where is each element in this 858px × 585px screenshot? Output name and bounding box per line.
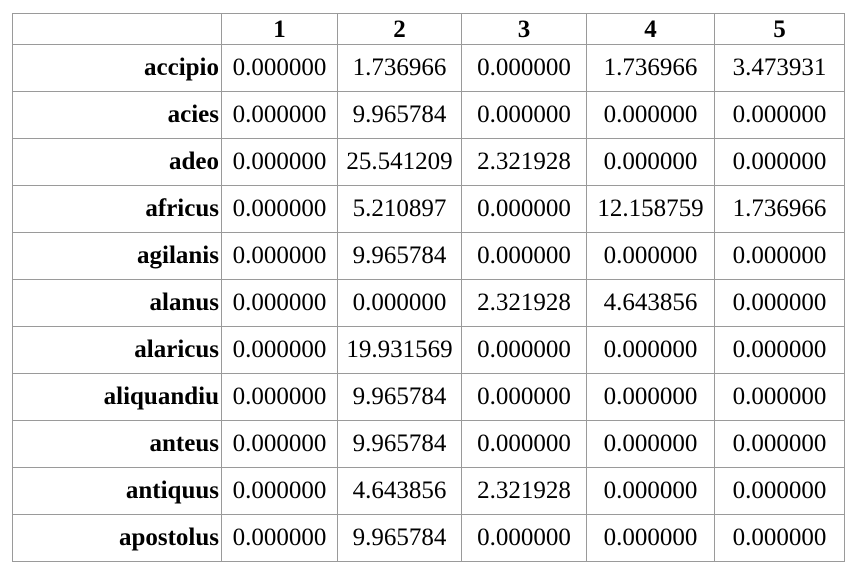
table-cell: 9.965784 — [338, 374, 462, 421]
table-cell: 0.000000 — [715, 515, 845, 562]
row-label: acies — [13, 92, 222, 139]
table-cell: 9.965784 — [338, 92, 462, 139]
table-body — [13, 45, 845, 562]
table-cell: 0.000000 — [587, 515, 715, 562]
table-row — [13, 327, 845, 374]
table-cell: 19.931569 — [338, 327, 462, 374]
table-cell: 0.000000 — [715, 374, 845, 421]
table-cell: 0.000000 — [715, 233, 845, 280]
row-label: agilanis — [13, 233, 222, 280]
table-cell: 0.000000 — [587, 92, 715, 139]
table-row — [13, 186, 845, 233]
table-row — [13, 45, 845, 92]
dataframe-table — [12, 13, 845, 562]
table-cell: 2.321928 — [462, 139, 587, 186]
table-cell: 4.643856 — [587, 280, 715, 327]
row-label: africus — [13, 186, 222, 233]
table-cell: 0.000000 — [462, 374, 587, 421]
table-cell: 5.210897 — [338, 186, 462, 233]
table-cell: 12.158759 — [587, 186, 715, 233]
table-cell: 1.736966 — [587, 45, 715, 92]
table-cell: 0.000000 — [587, 421, 715, 468]
table-cell: 9.965784 — [338, 233, 462, 280]
table-cell: 0.000000 — [715, 327, 845, 374]
column-header: 4 — [587, 14, 715, 45]
table-row — [13, 280, 845, 327]
table-cell: 0.000000 — [222, 421, 338, 468]
table-row — [13, 233, 845, 280]
table-cell: 9.965784 — [338, 421, 462, 468]
table-row — [13, 468, 845, 515]
table-cell: 4.643856 — [338, 468, 462, 515]
table-cell: 0.000000 — [587, 233, 715, 280]
table-cell: 0.000000 — [587, 374, 715, 421]
table-cell: 0.000000 — [587, 139, 715, 186]
table-cell: 0.000000 — [462, 92, 587, 139]
table-cell: 0.000000 — [222, 45, 338, 92]
table-cell: 0.000000 — [462, 233, 587, 280]
table-cell: 0.000000 — [338, 280, 462, 327]
header-row — [13, 14, 845, 45]
table-cell: 1.736966 — [715, 186, 845, 233]
table-row — [13, 421, 845, 468]
column-header: 5 — [715, 14, 845, 45]
row-label: accipio — [13, 45, 222, 92]
corner-header — [13, 14, 222, 45]
table-cell: 0.000000 — [462, 421, 587, 468]
table-row — [13, 92, 845, 139]
row-label: apostolus — [13, 515, 222, 562]
table-cell: 0.000000 — [462, 45, 587, 92]
table-row — [13, 139, 845, 186]
column-header: 3 — [462, 14, 587, 45]
table-cell: 0.000000 — [715, 280, 845, 327]
table-row — [13, 374, 845, 421]
column-header: 1 — [222, 14, 338, 45]
row-label: antiquus — [13, 468, 222, 515]
table-header — [13, 14, 845, 45]
table-cell: 0.000000 — [222, 233, 338, 280]
table-cell: 2.321928 — [462, 468, 587, 515]
row-label: adeo — [13, 139, 222, 186]
row-label: aliquandiu — [13, 374, 222, 421]
row-label: anteus — [13, 421, 222, 468]
column-header: 2 — [338, 14, 462, 45]
row-label: alanus — [13, 280, 222, 327]
table-cell: 0.000000 — [222, 468, 338, 515]
table-cell: 2.321928 — [462, 280, 587, 327]
table-cell: 0.000000 — [715, 421, 845, 468]
table-cell: 0.000000 — [715, 139, 845, 186]
table-cell: 0.000000 — [462, 186, 587, 233]
table-cell: 0.000000 — [715, 92, 845, 139]
table-cell: 1.736966 — [338, 45, 462, 92]
table-cell: 0.000000 — [587, 327, 715, 374]
table-cell: 25.541209 — [338, 139, 462, 186]
table-cell: 3.473931 — [715, 45, 845, 92]
table-cell: 0.000000 — [222, 280, 338, 327]
table-cell: 0.000000 — [587, 468, 715, 515]
table-cell: 0.000000 — [462, 327, 587, 374]
table-cell: 0.000000 — [222, 327, 338, 374]
table-row — [13, 515, 845, 562]
table-cell: 0.000000 — [715, 468, 845, 515]
table-cell: 0.000000 — [462, 515, 587, 562]
table-cell: 0.000000 — [222, 92, 338, 139]
row-label: alaricus — [13, 327, 222, 374]
table-cell: 0.000000 — [222, 186, 338, 233]
table-cell: 0.000000 — [222, 374, 338, 421]
table-cell: 0.000000 — [222, 515, 338, 562]
table-cell: 9.965784 — [338, 515, 462, 562]
table-cell: 0.000000 — [222, 139, 338, 186]
